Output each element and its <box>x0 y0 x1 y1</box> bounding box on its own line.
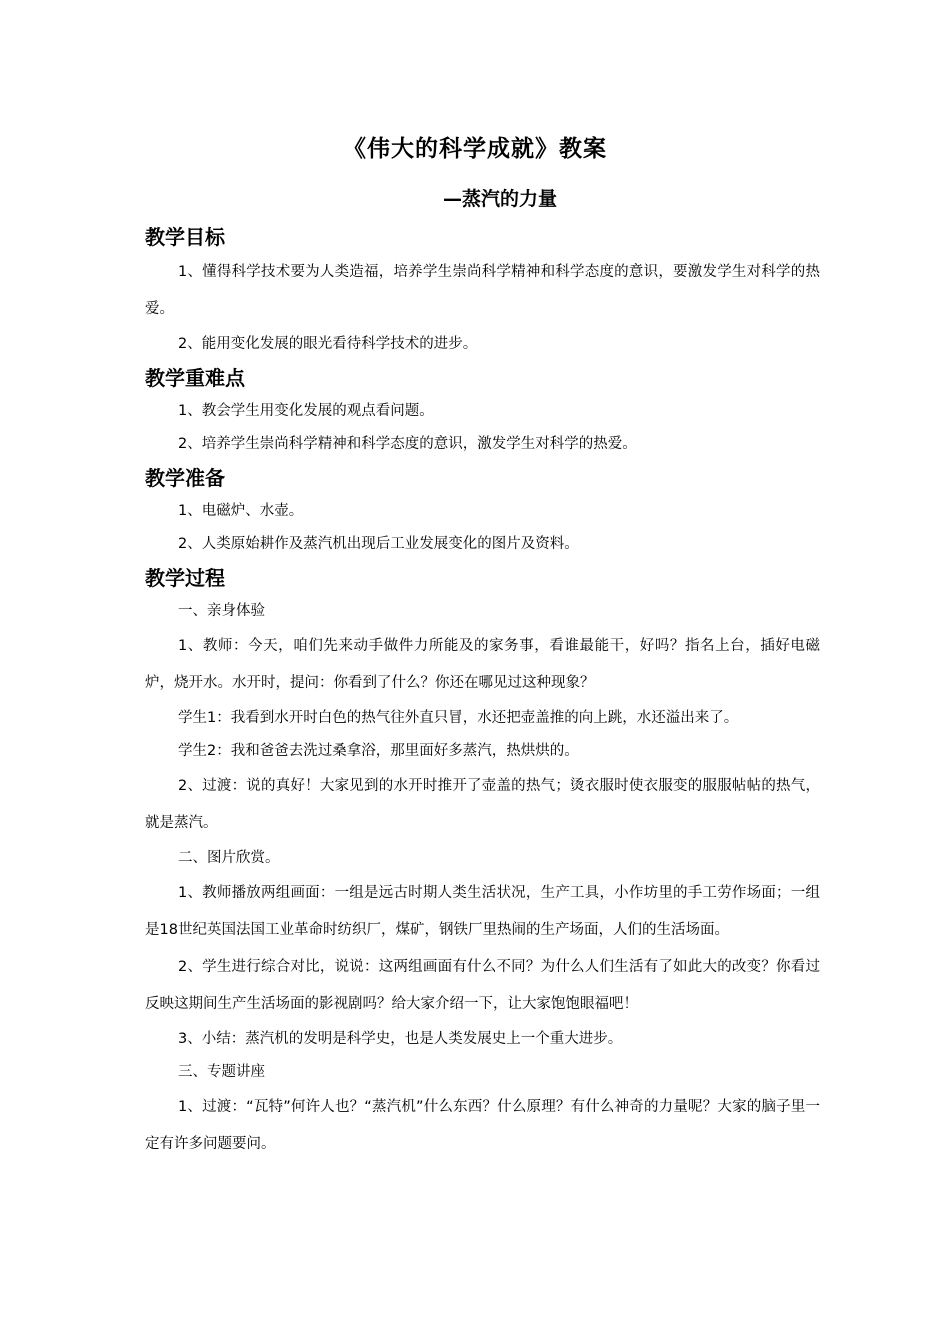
paragraph: 1、懂得科学技术要为人类造福，培养学生崇尚科学精神和科学态度的意识，要激发学生对科学的热爱。 <box>145 264 820 317</box>
section-heading-process: 教学过程 <box>145 566 225 590</box>
paragraph: 2、学生进行综合对比，说说：这两组画面有什么不同？为什么人们生活有了如此大的改变？你看过反映这期间生产生活场面的影视剧吗？给大家介绍一下，让大家饱饱眼福吧！ <box>145 959 820 1012</box>
paragraph: 一、亲身体验 <box>178 603 265 619</box>
section-heading-objectives: 教学目标 <box>145 225 225 249</box>
paragraph: 2、能用变化发展的眼光看待科学技术的进步。 <box>178 336 478 352</box>
section-heading-preparation: 教学准备 <box>145 466 225 490</box>
paragraph: 1、电磁炉、水壶。 <box>178 503 304 519</box>
paragraph: 学生2：我和爸爸去洗过桑拿浴，那里面好多蒸汽，热烘烘的。 <box>178 743 579 759</box>
section-heading-key-points: 教学重难点 <box>145 366 245 390</box>
paragraph: 1、教会学生用变化发展的观点看问题。 <box>178 403 434 419</box>
document-body <box>145 220 820 1163</box>
paragraph: 二、图片欣赏。 <box>178 850 280 866</box>
paragraph: 学生1：我看到水开时白色的热气往外直只冒，水还把壶盖推的向上跳，水还溢出来了。 <box>178 710 739 726</box>
paragraph: 2、培养学生崇尚科学精神和科学态度的意识，激发学生对科学的热爱。 <box>178 436 637 452</box>
paragraph: 1、教师播放两组画面：一组是远古时期人类生活状况，生产工具，小作坊里的手工劳作场面；一组是18世纪英国法国工业革命时纺织厂，煤矿，钢铁厂里热闹的生产场面，人们的生活场面。 <box>145 885 820 938</box>
paragraph: 2、人类原始耕作及蒸汽机出现后工业发展变化的图片及资料。 <box>178 536 579 552</box>
paragraph: 三、专题讲座 <box>178 1064 265 1080</box>
paragraph: 1、过渡：“瓦特”何许人也？“蒸汽机”什么东西？什么原理？有什么神奇的力量呢？大家的脑子里一定有许多问题要问。 <box>145 1099 820 1152</box>
paragraph: 2、过渡：说的真好！大家见到的水开时推开了壶盖的热气；烫衣服时使衣服变的服服帖帖的热气，就是蒸汽。 <box>145 778 820 831</box>
paragraph: 3、小结：蒸汽机的发明是科学史，也是人类发展史上一个重大进步。 <box>178 1031 623 1047</box>
document-title: 《伟大的科学成就》教案 <box>343 136 607 162</box>
document-subtitle: —蒸汽的力量 <box>442 188 557 210</box>
paragraph: 1、教师：今天，咱们先来动手做件力所能及的家务事，看谁最能干，好吗？指名上台，插好电磁炉，烧开水。水开时，提问：你看到了什么？你还在哪见过这种现象？ <box>145 638 820 691</box>
